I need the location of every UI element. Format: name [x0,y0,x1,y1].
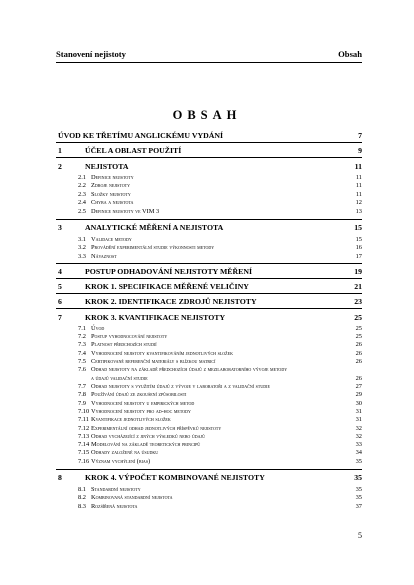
toc-chapter-entry[interactable] [0,297,414,306]
toc-section-entry[interactable] [0,236,414,244]
toc-entry-title: Validace metody [91,236,132,243]
toc-entry-title: KROK 4. VÝPOČET KOMBINOVANÉ NEJISTOTY [85,473,265,482]
toc-section-entry[interactable] [0,350,414,358]
toc-entry-number: 7.5 [78,358,86,365]
toc-section-entry[interactable] [0,253,414,261]
toc-chapter-entry[interactable] [0,267,414,276]
toc-entry-title: Odhady založené na úsudku [91,449,159,456]
toc-entry-page: 9 [358,146,362,155]
toc-section-entry[interactable] [0,494,414,502]
toc-section-entry[interactable] [0,358,414,366]
toc-entry-page: 12 [355,199,362,206]
toc-entry-page: 33 [355,441,362,448]
toc-entry-page: 31 [355,408,362,415]
toc-entry-number: 7.14 [78,441,90,448]
toc-entry-number: 7.2 [78,333,86,340]
toc-entry-number: 2.5 [78,208,86,215]
toc-chapter-entry[interactable] [0,146,414,155]
toc-entry-number: 3.3 [78,253,86,260]
toc-chapter-entry[interactable] [0,313,414,322]
toc-entry-title: Úvod [91,325,105,332]
toc-section-entry[interactable] [0,425,414,433]
toc-entry-page: 25 [355,325,362,332]
toc-entry-title: Postup vyhodnocování nejistoty [91,333,168,340]
toc-entry-page: 26 [355,375,362,382]
toc-entry-title: KROK 2. IDENTIFIKACE ZDROJŮ NEJISTOTY [85,297,257,306]
toc-section-entry[interactable] [0,391,414,399]
toc-entry-page: 29 [355,391,362,398]
toc-separator [56,469,362,470]
toc-entry-page: 32 [355,433,362,440]
toc-entry-page: 7 [358,131,362,140]
toc-entry-title: a údajů validační studie [91,375,148,382]
toc-section-entry[interactable] [0,182,414,190]
toc-entry-page: 26 [355,358,362,365]
toc-entry-number: 7.13 [78,433,90,440]
toc-entry-page: 23 [354,297,362,306]
toc-entry-title: Odhad nejistoty na základě předchozích údajů z mezilaboratorního vývoje metody [91,366,288,373]
toc-entry-title: Experimentální odhad jednotlivých příspěvků nejistoty [91,425,222,432]
toc-section-entry[interactable] [0,449,414,457]
toc-entry-page: 35 [355,494,362,501]
toc-entry-number: 8.1 [78,486,86,493]
toc-entry-number: 7.6 [78,366,86,373]
toc-entry-title: Odhad nejistoty s využitím údajů z vývoje v laboratoři a z validační studie [91,383,270,390]
toc-entry-title: Platnost předchozích studií [91,341,157,348]
page-number: 5 [358,531,362,540]
toc-entry-page: 27 [355,383,362,390]
toc-entry-number: 2 [58,162,62,171]
toc-entry-page: 13 [355,208,362,215]
toc-section-entry[interactable] [0,408,414,416]
toc-section-entry[interactable] [0,199,414,207]
toc-entry-number: 2.4 [78,199,86,206]
toc-entry-title: ÚČEL A OBLAST POUŽITÍ [85,146,182,155]
toc-section-entry[interactable] [0,375,414,383]
toc-separator [56,308,362,309]
toc-entry-number: 2.1 [78,174,86,181]
toc-entry-title: Odhad vycházející z jiných výsledků nebo údajů [91,433,205,440]
toc-entry-number: 2.3 [78,191,86,198]
toc-entry-title: KROK 3. KVANTIFIKACE NEJISTOTY [85,313,226,322]
toc-entry-title: NEJISTOTA [85,162,129,171]
toc-chapter-entry[interactable] [0,282,414,291]
toc-entry-number: 3 [58,223,62,232]
toc-entry-title: Definice nejistoty [91,174,134,181]
toc-entry-title: Vyhodnocení nejistoty pro ad-hoc metody [91,408,191,415]
toc-entry-number: 7.16 [78,458,90,465]
header-section-title: Obsah [338,49,362,59]
toc-section-entry[interactable] [0,191,414,199]
toc-entry-number: 1 [58,146,62,155]
toc-entry-title: Vyhodnocení nejistoty u empirických metod [91,400,195,407]
toc-separator [56,293,362,294]
toc-section-entry[interactable] [0,400,414,408]
toc-chapter-entry[interactable] [0,131,414,140]
toc-entry-title: KROK 1. SPECIFIKACE MĚŘENÉ VELIČINY [85,282,249,291]
toc-entry-title: Definice nejistoty ve VIM 3 [91,208,160,215]
toc-entry-number: 4 [58,267,62,276]
toc-entry-page: 35 [354,473,362,482]
toc-entry-title: Vyhodnocení nejistoty kvantifikováním jednotlivých složek [91,350,233,357]
toc-section-entry[interactable] [0,383,414,391]
toc-entry-title: Zdroje nejistoty [91,182,130,189]
toc-entry-page: 21 [354,282,362,291]
toc-entry-title: Používání údajů ze zkoušení způsobilosti [91,391,187,398]
toc-entry-title: Rozšířená nejistota [91,503,138,510]
toc-section-entry[interactable] [0,208,414,216]
toc-entry-page: 31 [355,416,362,423]
toc-entry-page: 15 [354,223,362,232]
page-title: OBSAH [172,108,242,122]
toc-entry-number: 8 [58,473,62,482]
toc-section-entry[interactable] [0,366,414,374]
header-document-title: Stanovení nejistoty [56,49,126,59]
toc-entry-number: 7.12 [78,425,90,432]
toc-entry-page: 30 [355,400,362,407]
toc-section-entry[interactable] [0,503,414,511]
toc-entry-number: 2.2 [78,182,86,189]
toc-entry-number: 6 [58,297,62,306]
toc-entry-page: 32 [355,425,362,432]
toc-entry-page: 34 [355,449,362,456]
toc-section-entry[interactable] [0,341,414,349]
toc-entry-title: ÚVOD KE TŘETÍMU ANGLICKÉMU VYDÁNÍ [58,131,224,140]
toc-entry-number: 7 [58,313,62,322]
toc-entry-page: 25 [355,333,362,340]
toc-entry-title: Návaznost [91,253,117,260]
toc-entry-number: 8.3 [78,503,86,510]
toc-entry-page: 35 [355,458,362,465]
toc-entry-title: Standardní nejistoty [91,486,141,493]
toc-entry-title: Kvantifikace jednotlivých složek [91,416,171,423]
toc-entry-number: 7.7 [78,383,86,390]
toc-entry-page: 26 [355,341,362,348]
toc-entry-page: 35 [355,486,362,493]
toc-section-entry[interactable] [0,486,414,494]
toc-entry-page: 11 [354,162,362,171]
toc-entry-number: 7.8 [78,391,86,398]
toc-section-entry[interactable] [0,441,414,449]
toc-entry-page: 19 [354,267,362,276]
toc-separator [56,263,362,264]
toc-entry-number: 7.1 [78,325,86,332]
toc-section-entry[interactable] [0,458,414,466]
toc-section-entry[interactable] [0,433,414,441]
toc-chapter-entry[interactable] [0,223,414,232]
toc-entry-page: 15 [355,236,362,243]
toc-entry-number: 7.9 [78,400,86,407]
toc-entry-page: 11 [355,191,362,198]
toc-entry-page: 11 [355,182,362,189]
toc-section-entry[interactable] [0,416,414,424]
toc-section-entry[interactable] [0,244,414,252]
toc-entry-number: 3.2 [78,244,86,251]
toc-entry-title: Kombinovaná standardní nejistota [91,494,173,501]
toc-entry-page: 17 [355,253,362,260]
toc-entry-title: POSTUP ODHADOVÁNÍ NEJISTOTY MĚŘENÍ [85,267,253,276]
toc-entry-title: Význam vychýlení (bias) [91,458,151,465]
toc-entry-page: 37 [355,503,362,510]
toc-entry-page: 26 [355,350,362,357]
toc-separator [56,278,362,279]
toc-entry-number: 7.11 [78,416,89,423]
toc-entry-number: 7.3 [78,341,86,348]
toc-entry-title: ANALYTICKÉ MĚŘENÍ A NEJISTOTA [85,223,224,232]
toc-section-entry[interactable] [0,174,414,182]
toc-separator [56,219,362,220]
toc-entry-page: 16 [355,244,362,251]
toc-entry-title: Certifikované referenční materiály s blízkou matricí [91,358,216,365]
toc-section-entry[interactable] [0,325,414,333]
toc-section-entry[interactable] [0,333,414,341]
toc-entry-page: 11 [355,174,362,181]
toc-entry-title: Modelování na základě teoretických principů [91,441,201,448]
toc-entry-number: 7.10 [78,408,90,415]
toc-entry-number: 7.15 [78,449,90,456]
toc-entry-number: 3.1 [78,236,86,243]
toc-entry-title: Provádění experimentální studie výkonnosti metody [91,244,215,251]
toc-separator [56,157,362,158]
toc-entry-page: 25 [354,313,362,322]
toc-entry-title: Složky nejistoty [91,191,131,198]
toc-chapter-entry[interactable] [0,473,414,482]
toc-chapter-entry[interactable] [0,162,414,171]
toc-entry-number: 5 [58,282,62,291]
toc-entry-number: 8.2 [78,494,86,501]
toc-entry-number: 7.4 [78,350,86,357]
toc-entry-title: Chyba a nejistota [91,199,134,206]
toc-separator [56,142,362,143]
